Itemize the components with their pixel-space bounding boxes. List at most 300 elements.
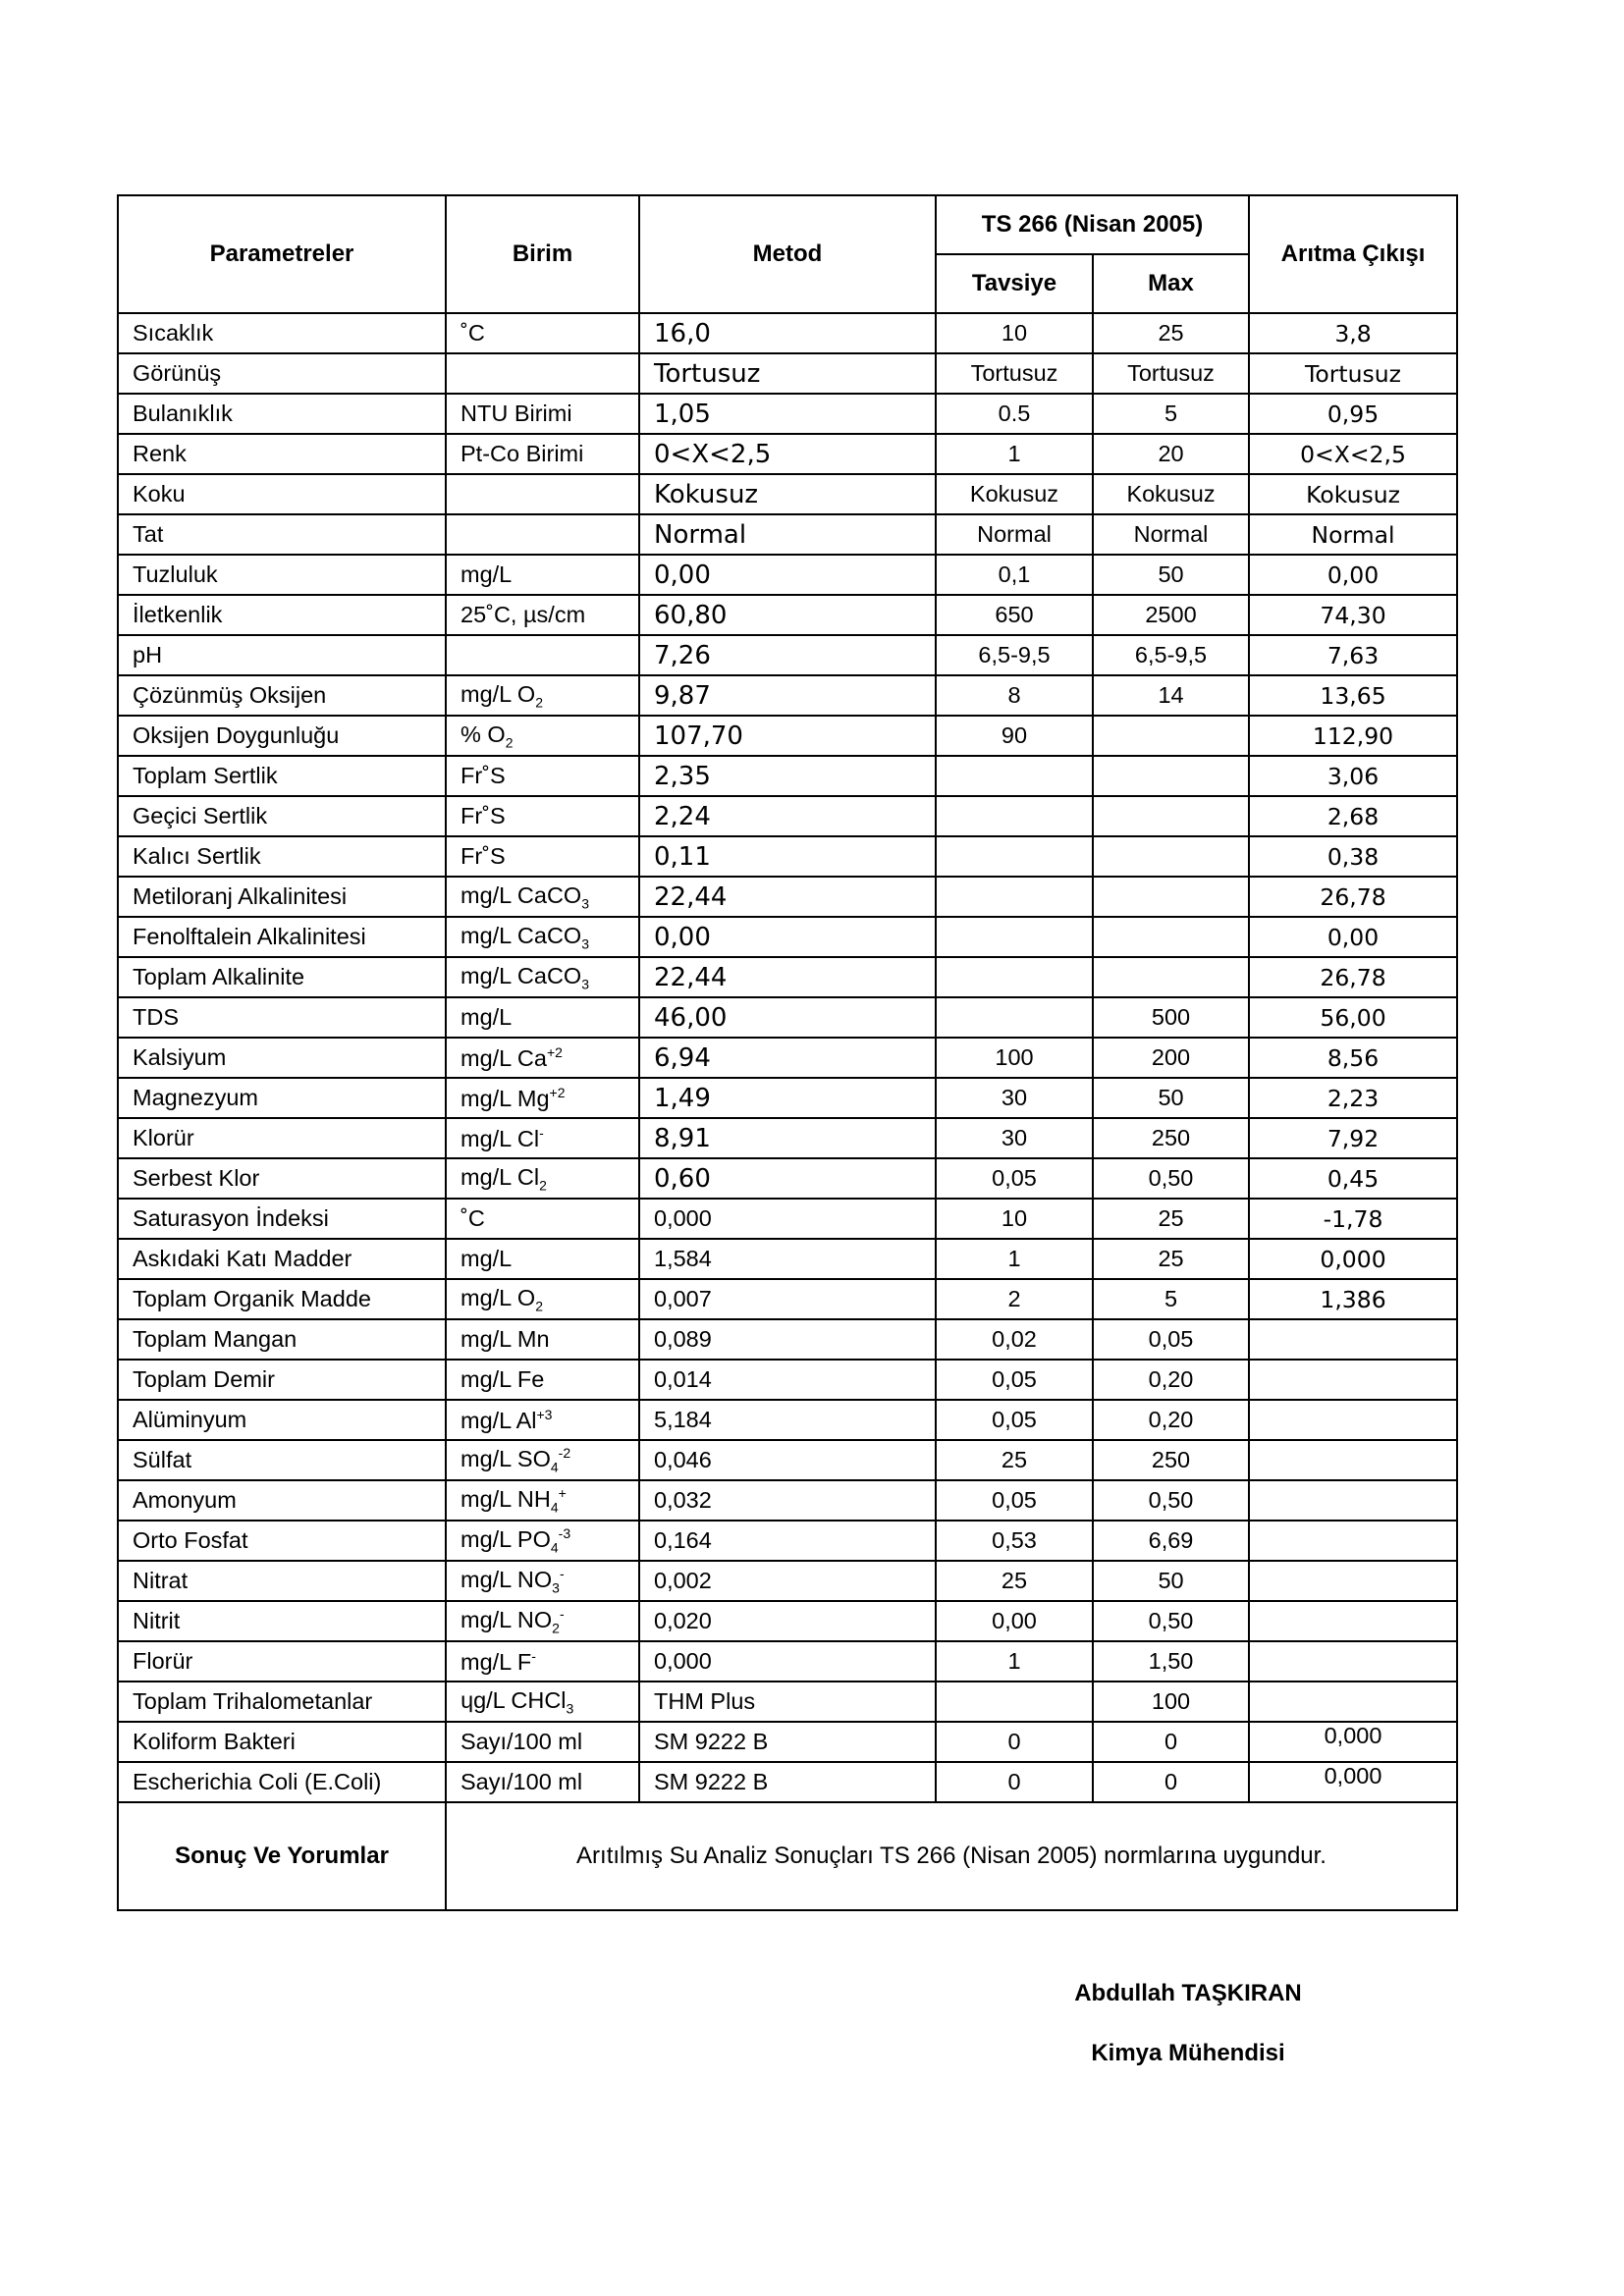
parameter-cell: Fenolftalein Alkalinitesi (118, 917, 446, 957)
max-cell: Normal (1093, 514, 1249, 555)
method-cell: 1,49 (639, 1078, 936, 1118)
unit-cell (446, 434, 639, 474)
tavsiye-cell: 30 (936, 1118, 1093, 1158)
unit-cell (446, 836, 639, 877)
aritma-cikisi-cell: 0,45 (1249, 1158, 1457, 1199)
aritma-cikisi-cell (1249, 1319, 1457, 1360)
tavsiye-cell: 1 (936, 434, 1093, 474)
aritma-cikisi-cell (1249, 1641, 1457, 1682)
max-cell: 100 (1093, 1682, 1249, 1722)
method-cell: SM 9222 B (639, 1762, 936, 1802)
parameter-cell: Bulanıklık (118, 394, 446, 434)
unit-subscript: 4 (550, 1499, 559, 1516)
max-cell: 250 (1093, 1118, 1249, 1158)
aritma-cikisi-cell: -1,78 (1249, 1199, 1457, 1239)
table-row (118, 434, 1457, 474)
parameter-cell: Kalsiyum (118, 1038, 446, 1078)
unit-cell (446, 635, 639, 675)
aritma-cikisi-cell: 26,78 (1249, 957, 1457, 997)
unit-text: Pt-Co Birimi (460, 441, 584, 466)
unit-subscript: 3 (581, 976, 589, 992)
unit-superscript: - (559, 1606, 565, 1623)
table-row (118, 1682, 1457, 1722)
table-row (118, 675, 1457, 716)
parameter-cell: Amonyum (118, 1480, 446, 1521)
method-cell: 2,24 (639, 796, 936, 836)
tavsiye-cell: 0 (936, 1762, 1093, 1802)
table-row (118, 877, 1457, 917)
aritma-cikisi-cell (1249, 1440, 1457, 1480)
tavsiye-cell: 100 (936, 1038, 1093, 1078)
tavsiye-cell (936, 997, 1093, 1038)
aritma-cikisi-cell (1249, 1561, 1457, 1601)
tavsiye-cell: 1 (936, 1641, 1093, 1682)
header-max: Max (1093, 254, 1249, 313)
header-parametreler: Parametreler (118, 195, 446, 313)
aritma-cikisi-cell: 13,65 (1249, 675, 1457, 716)
unit-superscript: - (531, 1647, 536, 1664)
max-cell: 20 (1093, 434, 1249, 474)
max-cell: 50 (1093, 1078, 1249, 1118)
method-cell: 0,00 (639, 555, 936, 595)
method-cell: 1,584 (639, 1239, 936, 1279)
unit-subscript: 3 (581, 895, 589, 912)
tavsiye-cell: 0,00 (936, 1601, 1093, 1641)
method-cell: THM Plus (639, 1682, 936, 1722)
table-row (118, 1158, 1457, 1199)
parameter-cell: Orto Fosfat (118, 1521, 446, 1561)
unit-cell (446, 1561, 639, 1601)
unit-superscript: -2 (558, 1445, 571, 1462)
unit-text: ɥg/L CHCl (460, 1686, 567, 1713)
unit-cell (446, 1158, 639, 1199)
unit-cell (446, 1038, 639, 1078)
table-row (118, 1722, 1457, 1762)
unit-text: mg/L CaCO (460, 962, 582, 988)
table-row (118, 1521, 1457, 1561)
parameter-cell: Escherichia Coli (E.Coli) (118, 1762, 446, 1802)
aritma-cikisi-cell: 2,23 (1249, 1078, 1457, 1118)
max-cell: 50 (1093, 1561, 1249, 1601)
parameter-cell: Çözünmüş Oksijen (118, 675, 446, 716)
table-row (118, 1440, 1457, 1480)
method-cell: 2,35 (639, 756, 936, 796)
tavsiye-cell: 25 (936, 1440, 1093, 1480)
method-cell: 6,94 (639, 1038, 936, 1078)
table-row (118, 796, 1457, 836)
parameter-cell: Alüminyum (118, 1400, 446, 1440)
unit-subscript: 2 (552, 1620, 560, 1636)
aritma-cikisi-cell: 56,00 (1249, 997, 1457, 1038)
max-cell: 6,69 (1093, 1521, 1249, 1561)
table-row (118, 716, 1457, 756)
table-row (118, 1118, 1457, 1158)
max-cell: 0 (1093, 1762, 1249, 1802)
unit-cell (446, 1440, 639, 1480)
aritma-cikisi-cell: 3,8 (1249, 313, 1457, 353)
parameter-cell: Kalıcı Sertlik (118, 836, 446, 877)
method-cell: 60,80 (639, 595, 936, 635)
max-cell: 0,05 (1093, 1319, 1249, 1360)
method-cell: Normal (639, 514, 936, 555)
parameter-cell: Toplam Organik Madde (118, 1279, 446, 1319)
unit-subscript: 4 (550, 1459, 559, 1475)
table-row (118, 353, 1457, 394)
header-birim: Birim (446, 195, 639, 313)
unit-text: Sayı/100 ml (460, 1769, 583, 1794)
tavsiye-cell: Tortusuz (936, 353, 1093, 394)
table-row (118, 756, 1457, 796)
parameter-cell: pH (118, 635, 446, 675)
method-cell: 0,089 (639, 1319, 936, 1360)
table-row (118, 1561, 1457, 1601)
unit-text: Sayı/100 ml (460, 1729, 583, 1754)
max-cell (1093, 756, 1249, 796)
table-row (118, 1762, 1457, 1802)
tavsiye-cell: 0,1 (936, 555, 1093, 595)
table-row (118, 997, 1457, 1038)
unit-cell (446, 1682, 639, 1722)
unit-text: mg/L PO (460, 1526, 551, 1553)
unit-text: mg/L Mg (460, 1085, 550, 1111)
table-row (118, 1279, 1457, 1319)
unit-cell (446, 1239, 639, 1279)
table-row (118, 1078, 1457, 1118)
tavsiye-cell: 0,05 (936, 1158, 1093, 1199)
method-cell: 0,000 (639, 1641, 936, 1682)
max-cell: 50 (1093, 555, 1249, 595)
conclusion-text: Arıtılmış Su Analiz Sonuçları TS 266 (Nisan 2005) normlarına uygundur. (446, 1802, 1457, 1910)
header-ts266: TS 266 (Nisan 2005) (936, 195, 1249, 254)
unit-text: NTU Birimi (460, 400, 572, 426)
max-cell: 0,20 (1093, 1360, 1249, 1400)
tavsiye-cell: 2 (936, 1279, 1093, 1319)
max-cell (1093, 716, 1249, 756)
unit-cell (446, 1762, 639, 1802)
unit-cell (446, 1319, 639, 1360)
tavsiye-cell (936, 957, 1093, 997)
parameter-cell: Sıcaklık (118, 313, 446, 353)
aritma-cikisi-cell (1249, 1521, 1457, 1561)
unit-cell (446, 796, 639, 836)
unit-text: mg/L SO (460, 1446, 551, 1472)
unit-superscript: + (558, 1485, 567, 1502)
max-cell: 5 (1093, 1279, 1249, 1319)
unit-text: mg/L (460, 561, 513, 587)
unit-cell (446, 675, 639, 716)
max-cell: 25 (1093, 1199, 1249, 1239)
tavsiye-cell (936, 756, 1093, 796)
tavsiye-cell: 0,02 (936, 1319, 1093, 1360)
max-cell: Kokusuz (1093, 474, 1249, 514)
unit-cell (446, 1480, 639, 1521)
table-row (118, 1601, 1457, 1641)
max-cell: 1,50 (1093, 1641, 1249, 1682)
unit-text: Fr˚S (460, 803, 506, 828)
aritma-cikisi-cell (1249, 1400, 1457, 1440)
aritma-cikisi-cell: 74,30 (1249, 595, 1457, 635)
table-row (118, 635, 1457, 675)
parameter-cell: Renk (118, 434, 446, 474)
unit-subscript: 4 (550, 1539, 559, 1556)
parameter-cell: İletkenlik (118, 595, 446, 635)
max-cell: 5 (1093, 394, 1249, 434)
aritma-cikisi-cell: 7,92 (1249, 1118, 1457, 1158)
max-cell: 0 (1093, 1722, 1249, 1762)
unit-cell (446, 313, 639, 353)
conclusion-label: Sonuç Ve Yorumlar (118, 1802, 446, 1910)
parameter-cell: Nitrat (118, 1561, 446, 1601)
unit-superscript: +2 (546, 1043, 563, 1060)
aritma-cikisi-cell (1249, 1682, 1457, 1722)
table-row (118, 595, 1457, 635)
tavsiye-cell (936, 796, 1093, 836)
unit-text: mg/L O (460, 680, 536, 707)
method-cell: 0,020 (639, 1601, 936, 1641)
tavsiye-cell: Normal (936, 514, 1093, 555)
method-cell: 0,60 (639, 1158, 936, 1199)
unit-subscript: 2 (539, 1177, 547, 1194)
unit-subscript: 2 (535, 694, 543, 711)
tavsiye-cell: 6,5-9,5 (936, 635, 1093, 675)
unit-cell (446, 1601, 639, 1641)
max-cell: 500 (1093, 997, 1249, 1038)
tavsiye-cell: 0,05 (936, 1360, 1093, 1400)
aritma-cikisi-cell (1249, 1360, 1457, 1400)
parameter-cell: Tat (118, 514, 446, 555)
unit-cell (446, 1521, 639, 1561)
unit-text: mg/L (460, 1004, 513, 1030)
max-cell: Tortusuz (1093, 353, 1249, 394)
unit-text: Fr˚S (460, 843, 506, 869)
unit-text: mg/L Ca (460, 1044, 547, 1071)
max-cell (1093, 957, 1249, 997)
aritma-cikisi-cell: 0,95 (1249, 394, 1457, 434)
aritma-cikisi-cell: 0,000 (1249, 1239, 1457, 1279)
table-row (118, 313, 1457, 353)
aritma-cikisi-cell: 7,63 (1249, 635, 1457, 675)
method-cell: 8,91 (639, 1118, 936, 1158)
unit-text: mg/L Cl (460, 1163, 540, 1190)
parameter-cell: Magnezyum (118, 1078, 446, 1118)
aritma-cikisi-cell: 0,00 (1249, 555, 1457, 595)
aritma-cikisi-cell: 0,000 (1249, 1762, 1457, 1802)
method-cell: 0,00 (639, 917, 936, 957)
table-row (118, 1400, 1457, 1440)
tavsiye-cell: 650 (936, 595, 1093, 635)
method-cell: 0,007 (639, 1279, 936, 1319)
aritma-cikisi-cell: Kokusuz (1249, 474, 1457, 514)
parameter-cell: Koku (118, 474, 446, 514)
unit-cell (446, 514, 639, 555)
table-row (118, 1641, 1457, 1682)
unit-superscript: - (559, 1566, 565, 1582)
unit-subscript: 3 (552, 1579, 560, 1596)
method-cell: SM 9222 B (639, 1722, 936, 1762)
aritma-cikisi-cell (1249, 1601, 1457, 1641)
tavsiye-cell: 25 (936, 1561, 1093, 1601)
table-row (118, 957, 1457, 997)
tavsiye-cell (936, 917, 1093, 957)
unit-text: mg/L CaCO (460, 922, 582, 948)
unit-text: mg/L Mn (460, 1326, 550, 1352)
parameter-cell: Görünüş (118, 353, 446, 394)
parameter-cell: Koliform Bakteri (118, 1722, 446, 1762)
unit-cell (446, 716, 639, 756)
header-aritma-cikisi: Arıtma Çıkışı (1249, 195, 1457, 313)
unit-text: mg/L CaCO (460, 881, 582, 908)
method-cell: 22,44 (639, 957, 936, 997)
max-cell: 0,50 (1093, 1158, 1249, 1199)
max-cell (1093, 836, 1249, 877)
max-cell: 6,5-9,5 (1093, 635, 1249, 675)
unit-cell (446, 1641, 639, 1682)
method-cell: 0,000 (639, 1199, 936, 1239)
unit-text: mg/L NO (460, 1607, 553, 1633)
unit-text: mg/L Al (460, 1407, 537, 1433)
parameter-cell: Oksijen Doygunluğu (118, 716, 446, 756)
table-row (118, 474, 1457, 514)
aritma-cikisi-cell: 0,00 (1249, 917, 1457, 957)
aritma-cikisi-cell: 112,90 (1249, 716, 1457, 756)
tavsiye-cell: 30 (936, 1078, 1093, 1118)
unit-cell (446, 756, 639, 796)
aritma-cikisi-cell: 2,68 (1249, 796, 1457, 836)
aritma-cikisi-cell: 0,000 (1249, 1722, 1457, 1762)
table-row (118, 1480, 1457, 1521)
unit-subscript: 2 (505, 734, 514, 751)
max-cell: 0,50 (1093, 1601, 1249, 1641)
unit-text: mg/L (460, 1246, 513, 1271)
parameter-cell: Toplam Demir (118, 1360, 446, 1400)
unit-subscript: 3 (581, 935, 589, 952)
table-row (118, 1360, 1457, 1400)
table-row (118, 555, 1457, 595)
tavsiye-cell: 0 (936, 1722, 1093, 1762)
max-cell: 14 (1093, 675, 1249, 716)
unit-superscript: +3 (536, 1406, 553, 1422)
tavsiye-cell: 90 (936, 716, 1093, 756)
tavsiye-cell: 0,05 (936, 1400, 1093, 1440)
unit-cell (446, 1199, 639, 1239)
parameter-cell: Klorür (118, 1118, 446, 1158)
aritma-cikisi-cell: 1,386 (1249, 1279, 1457, 1319)
unit-cell (446, 1279, 639, 1319)
unit-text: 25˚C, µs/cm (460, 602, 586, 627)
tavsiye-cell: 0,05 (936, 1480, 1093, 1521)
unit-text: ˚C (460, 320, 485, 346)
max-cell (1093, 877, 1249, 917)
unit-cell (446, 1078, 639, 1118)
method-cell: 46,00 (639, 997, 936, 1038)
signature-name: Abdullah TAŞKIRAN (1074, 1980, 1302, 2006)
parameter-cell: Nitrit (118, 1601, 446, 1641)
unit-cell (446, 1400, 639, 1440)
method-cell: Kokusuz (639, 474, 936, 514)
tavsiye-cell: 1 (936, 1239, 1093, 1279)
unit-cell (446, 555, 639, 595)
tavsiye-cell: 10 (936, 313, 1093, 353)
unit-cell (446, 1360, 639, 1400)
parameter-cell: Serbest Klor (118, 1158, 446, 1199)
table-row (118, 394, 1457, 434)
parameter-cell: Geçici Sertlik (118, 796, 446, 836)
method-cell: 0,164 (639, 1521, 936, 1561)
table-row (118, 514, 1457, 555)
unit-superscript: - (539, 1124, 544, 1141)
header-tavsiye: Tavsiye (936, 254, 1093, 313)
table-row (118, 1319, 1457, 1360)
unit-text: ˚C (460, 1205, 485, 1231)
unit-subscript: 3 (566, 1700, 574, 1717)
method-cell: 0<X<2,5 (639, 434, 936, 474)
unit-text: mg/L F (460, 1648, 532, 1675)
method-cell: 0,002 (639, 1561, 936, 1601)
header-metod: Metod (639, 195, 936, 313)
tavsiye-cell: 8 (936, 675, 1093, 716)
parameter-cell: Florür (118, 1641, 446, 1682)
table-row (118, 1038, 1457, 1078)
analysis-table (117, 194, 1458, 1911)
parameter-cell: Toplam Sertlik (118, 756, 446, 796)
table-row (118, 1239, 1457, 1279)
max-cell: 2500 (1093, 595, 1249, 635)
max-cell (1093, 796, 1249, 836)
method-cell: 0,032 (639, 1480, 936, 1521)
table-body (118, 313, 1457, 1802)
unit-cell (446, 394, 639, 434)
tavsiye-cell: 10 (936, 1199, 1093, 1239)
tavsiye-cell (936, 1682, 1093, 1722)
max-cell: 25 (1093, 1239, 1249, 1279)
tavsiye-cell: 0,53 (936, 1521, 1093, 1561)
unit-cell (446, 595, 639, 635)
signature-title: Kimya Mühendisi (1091, 2040, 1285, 2066)
aritma-cikisi-cell: 3,06 (1249, 756, 1457, 796)
unit-cell (446, 474, 639, 514)
method-cell: 0,046 (639, 1440, 936, 1480)
aritma-cikisi-cell: Tortusuz (1249, 353, 1457, 394)
unit-text: mg/L O (460, 1284, 536, 1310)
unit-text: mg/L NO (460, 1567, 553, 1593)
parameter-cell: Toplam Alkalinite (118, 957, 446, 997)
parameter-cell: Askıdaki Katı Madder (118, 1239, 446, 1279)
aritma-cikisi-cell: 0<X<2,5 (1249, 434, 1457, 474)
tavsiye-cell: Kokusuz (936, 474, 1093, 514)
method-cell: 0,11 (639, 836, 936, 877)
unit-text: % O (460, 721, 506, 747)
unit-text: mg/L Fe (460, 1366, 545, 1392)
method-cell: 5,184 (639, 1400, 936, 1440)
unit-cell (446, 353, 639, 394)
aritma-cikisi-cell: Normal (1249, 514, 1457, 555)
table-row (118, 836, 1457, 877)
parameter-cell: Tuzluluk (118, 555, 446, 595)
parameter-cell: TDS (118, 997, 446, 1038)
max-cell: 250 (1093, 1440, 1249, 1480)
parameter-cell: Saturasyon İndeksi (118, 1199, 446, 1239)
tavsiye-cell: 0.5 (936, 394, 1093, 434)
max-cell: 200 (1093, 1038, 1249, 1078)
aritma-cikisi-cell (1249, 1480, 1457, 1521)
unit-text: mg/L Cl (460, 1125, 540, 1151)
parameter-cell: Toplam Trihalometanlar (118, 1682, 446, 1722)
unit-text: mg/L NH (460, 1486, 551, 1513)
unit-superscript: +2 (549, 1084, 566, 1100)
unit-cell (446, 997, 639, 1038)
method-cell: 22,44 (639, 877, 936, 917)
unit-cell (446, 1722, 639, 1762)
